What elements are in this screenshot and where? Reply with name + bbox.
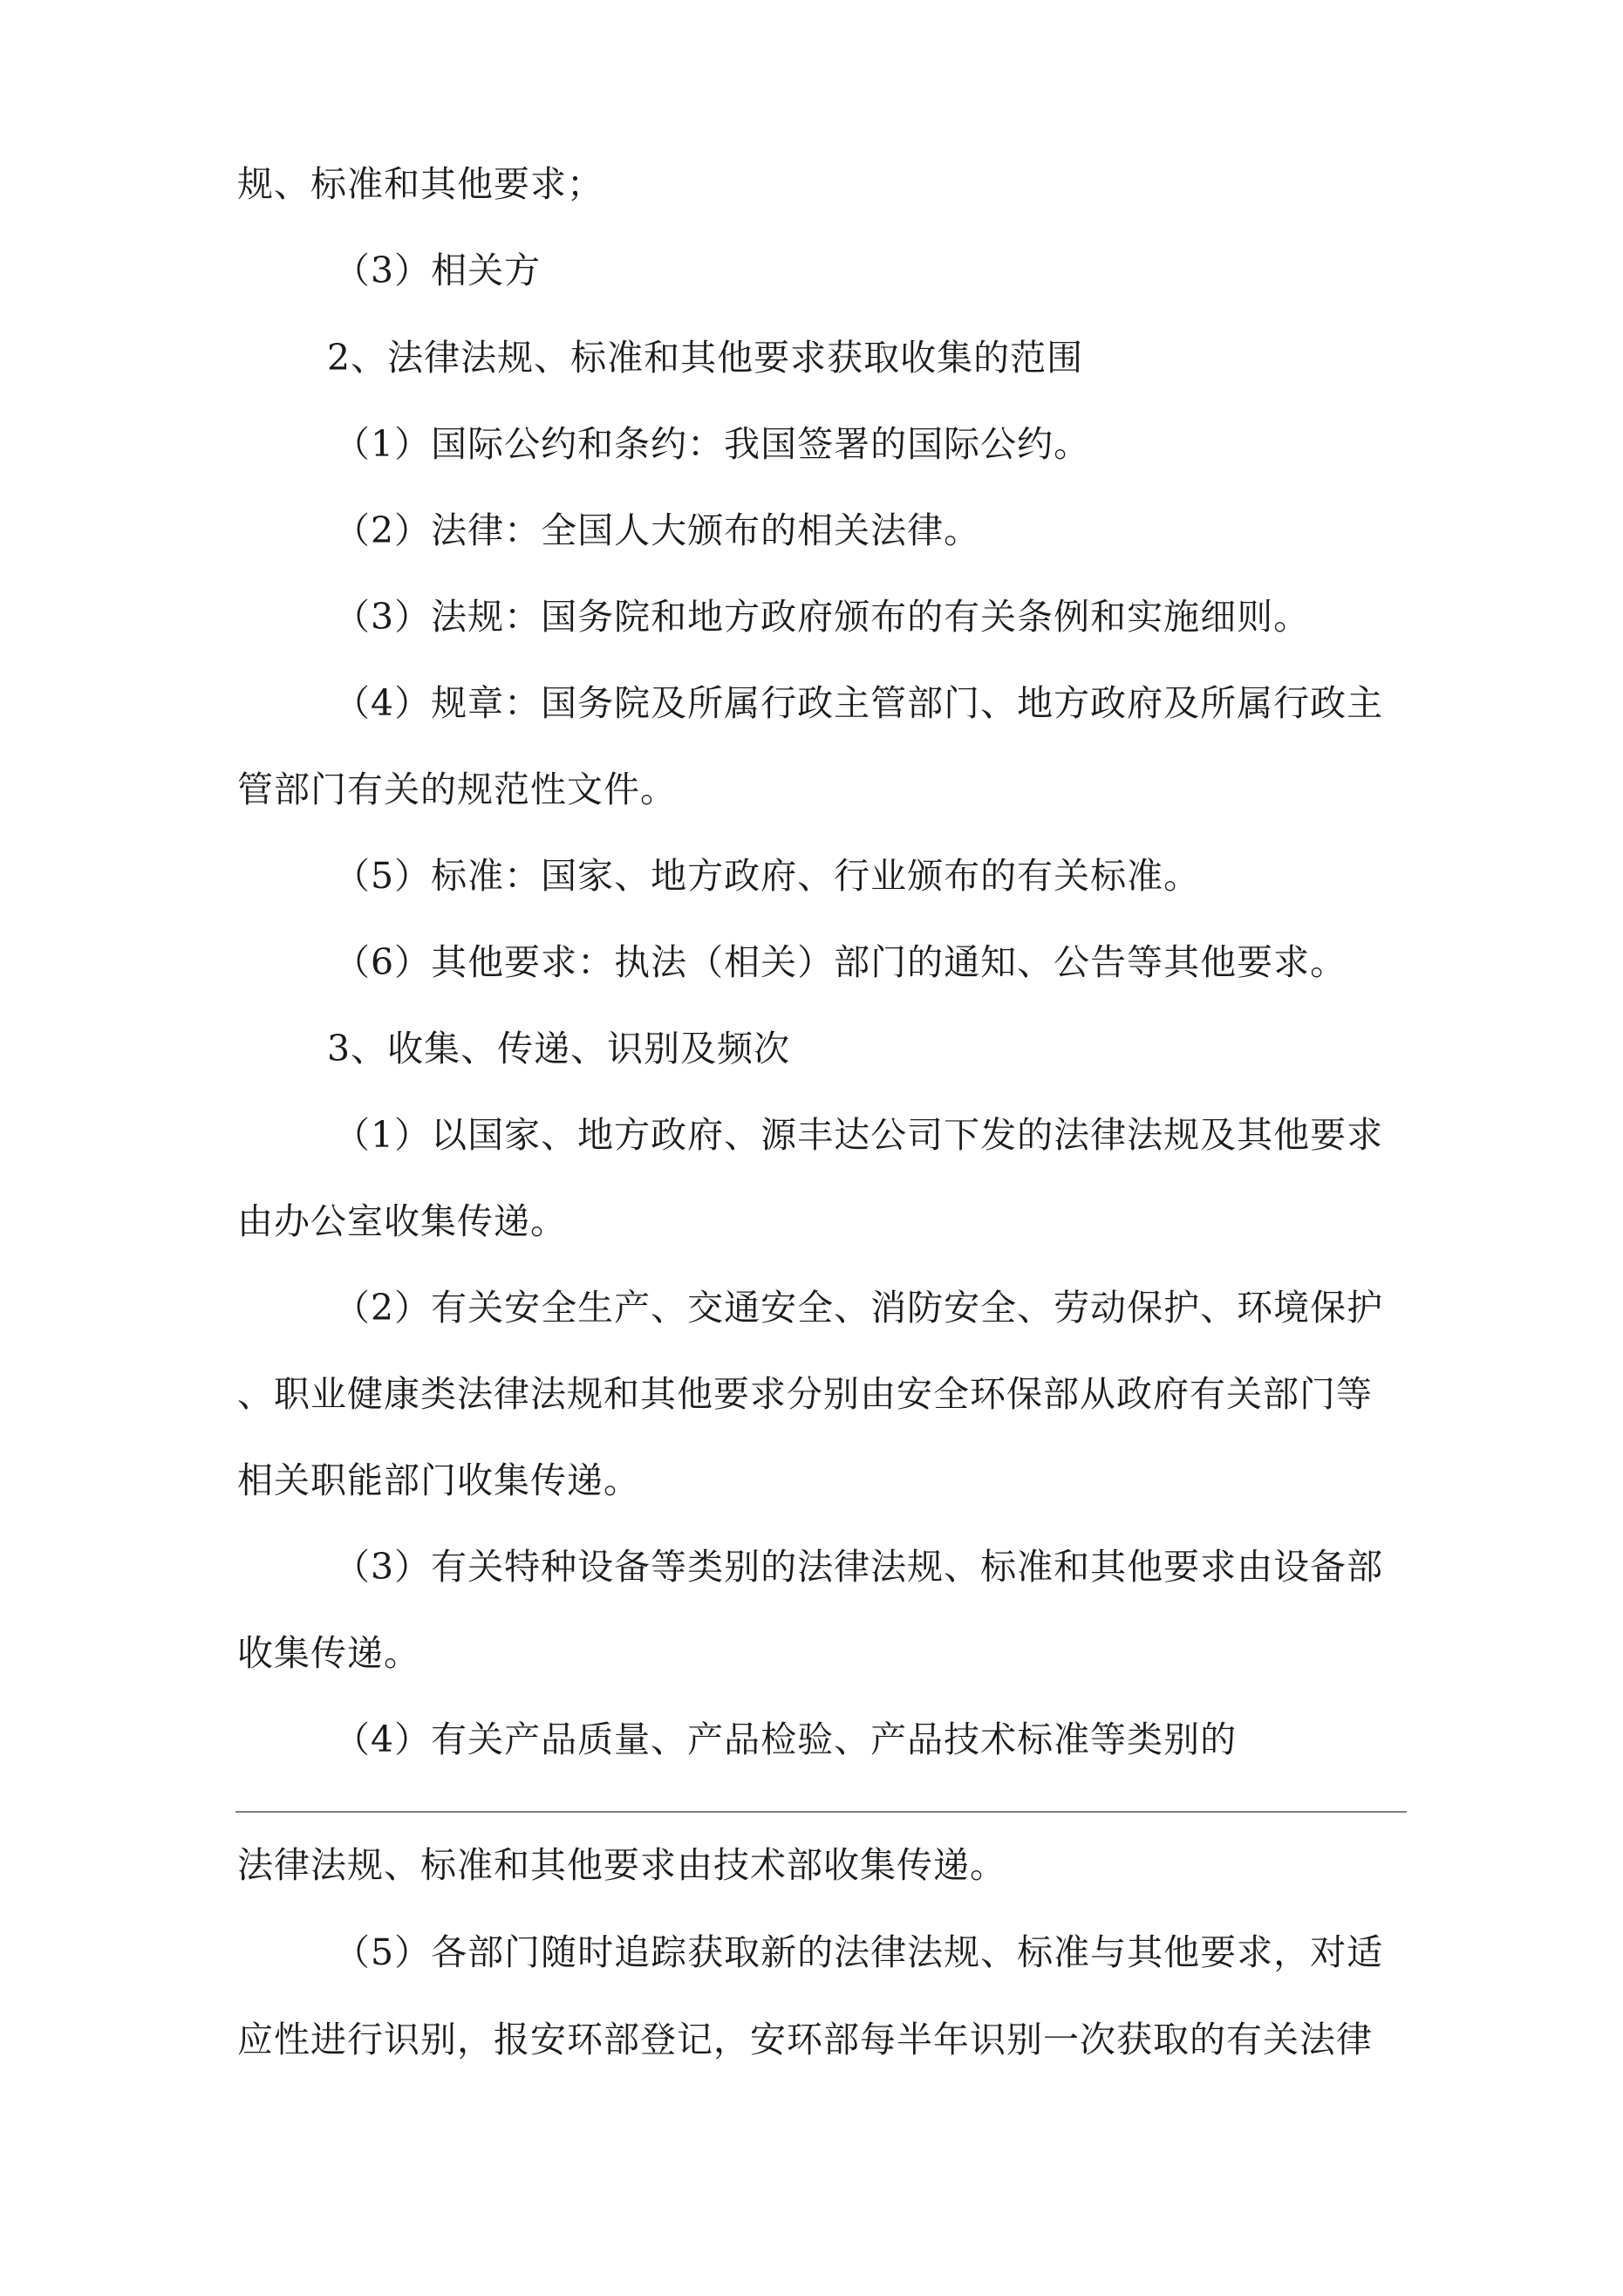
text-line-scope-3: （3）法规：国务院和地方政府颁布的有关条例和实施细则。	[334, 596, 1311, 638]
page-break-divider	[235, 1811, 1407, 1813]
text-line-collect-2-cont-a: 、职业健康类法律法规和其他要求分别由安全环保部从政府有关部门等	[237, 1373, 1373, 1415]
text-line-collect-4-cont: 法律法规、标准和其他要求由技术部收集传递。	[237, 1844, 1006, 1886]
text-line-collect-2: （2）有关安全生产、交通安全、消防安全、劳动保护、环境保护	[334, 1287, 1384, 1329]
text-line-collect-5-cont: 应性进行识别，报安环部登记，安环部每半年识别一次获取的有关法律	[237, 2019, 1373, 2060]
text-line-continuation: 规、标准和其他要求；	[237, 163, 604, 205]
text-line-scope-4-cont: 管部门有关的规范性文件。	[237, 769, 677, 810]
text-line-collect-2-cont-b: 相关职能部门收集传递。	[237, 1459, 640, 1501]
text-line-scope-5: （5）标准：国家、地方政府、行业颁布的有关标准。	[334, 855, 1201, 897]
section-heading-2: 2、法律法规、标准和其他要求获取收集的范围	[327, 337, 1084, 379]
text-line-scope-1: （1）国际公约和条约：我国签署的国际公约。	[334, 423, 1091, 465]
text-line-collect-1: （1）以国家、地方政府、源丰达公司下发的法律法规及其他要求	[334, 1114, 1384, 1156]
text-line-scope-6: （6）其他要求：执法（相关）部门的通知、公告等其他要求。	[334, 941, 1347, 983]
text-line-item-3-related-party: （3）相关方	[334, 249, 542, 291]
text-line-collect-3-cont: 收集传递。	[237, 1632, 420, 1674]
text-line-collect-3: （3）有关特种设备等类别的法律法规、标准和其他要求由设备部	[334, 1546, 1384, 1588]
section-heading-3: 3、收集、传递、识别及频次	[327, 1028, 791, 1069]
text-line-collect-1-cont: 由办公室收集传递。	[237, 1200, 567, 1242]
text-line-collect-5: （5）各部门随时追踪获取新的法律法规、标准与其他要求，对适	[334, 1931, 1384, 1973]
text-line-collect-4: （4）有关产品质量、产品检验、产品技术标准等类别的	[334, 1719, 1238, 1760]
text-line-scope-2: （2）法律：全国人大颁布的相关法律。	[334, 509, 981, 551]
text-line-scope-4: （4）规章：国务院及所属行政主管部门、地方政府及所属行政主	[334, 682, 1384, 724]
